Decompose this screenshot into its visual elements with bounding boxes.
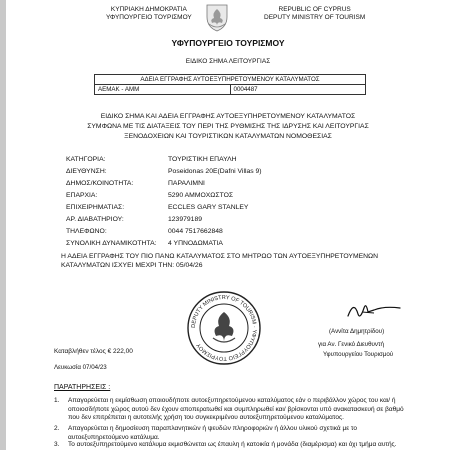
detail-value-passport: 123979189 [168,216,203,223]
heading-line-1: ΕΙΔΙΚΟ ΣΗΜΑ ΚΑΙ ΑΔΕΙΑ ΕΓΓΡΑΦΗΣ ΑΥΤΟΕΞΥΠΗΡΕΤΟΥΜΕΝΟΥ ΚΑΤΑΛΥΜΑΤΟΣ [100,113,356,120]
note-text: Απαγορεύεται η εκμίσθωση οποιουδήποτε αυτοεξυπηρετούμενου καταλύματος εάν ο περιβάλλον χώρος του και/ ή οποιοσδήποτε χώρος αυτού δεν έχουν αποπερατωθεί και συμπληρωθεί και/ βρίσκονται υπό ανακατασκευή σε βαθμό που δεν επιτρέπεται η αυτοτελής χρήση του συγκεκριμένου αυτοεξυπηρετούμενου καταλύματος. [68,397,404,421]
heading-line-2: ΣΥΜΦΩΝΑ ΜΕ ΤΙΣ ΔΙΑΤΑΞΕΙΣ ΤΟΥ ΠΕΡΙ ΤΗΣ ΡΥΘΜΙΣΗΣ ΤΗΣ ΙΔΡΥΣΗΣ ΚΑΙ ΛΕΙΤΟΥΡΓΙΑΣ [87,123,369,130]
note-text: Απαγορεύεται η δημοσίευση παραπλανητικών ή ψευδών πληροφοριών ή άλλου υλικού σχετικά με το αυτοεξυπηρετούμενο κατάλυμα. [68,425,357,441]
note-text: Το αυτοεξυπηρετούμενο κατάλυμα εκμισθώνεται ως έπαυλη ή κατοικία ή μονάδα (διαμέρισμα) και όχι τμήμα αυτής. [68,441,397,448]
detail-value-address: Poseidonas 20E(Dafni Villas 9) [168,168,262,175]
registration-table-header-row [95,75,366,85]
special-sign-title: ΕΙΔΙΚΟ ΣΗΜΑ ΛΕΙΤΟΥΡΓΙΑΣ [185,58,271,65]
header-right [264,6,365,22]
detail-value-district: 5290 ΑΜΜΟΧΩΣΤΟΣ [168,192,234,199]
fee-paid: Καταβλήθεν τέλος € 222,00 [54,348,133,355]
signatory-name: (Αννίτα Δημητρiδου) [329,328,385,335]
detail-label-phone: ΤΗΛΕΦΩΝΟ: [66,228,107,235]
seal-ring-text: DEPUTY MINISTRY OF TOURISM · ΥΦΥΠΟΥΡΓΕΙΟ ΤΟΥΡΙΣΜΟΥ [190,294,258,362]
registration-code-value: 0004487 [230,85,366,95]
header-right-line1: REPUBLIC OF CYPRUS [278,6,351,13]
detail-value-municipality: ΠΑΡΑΛΙΜΝΙ [168,180,205,187]
registration-table-title: ΑΔΕΙΑ ΕΓΓΡΑΦΗΣ ΑΥΤΟΕΞΥΠΗΡΕΤΟΥΜΕΝΟΥ ΚΑΤΑΛΥΜΑΤΟΣ [95,75,366,85]
header-left [106,6,192,22]
detail-label-district: ΕΠΑΡΧΙΑ: [66,192,98,199]
signatory-role-line-1: για Αν. Γενικό Διευθυντή [318,341,384,348]
notes-title: ΠΑΡΑΤΗΡΗΣΕΙΣ : [54,384,111,391]
detail-value-entrepreneur: ECCLES GARY STANLEY [168,204,249,211]
registration-table-code-row [95,85,366,95]
signatory-role-line-2: Υφυπουργείου Τουρισμού [323,351,394,358]
header-left-line1: ΚΥΠΡΙΑΚΗ ΔΗΜΟΚΡΑΤΙΑ [110,6,187,13]
detail-label-municipality: ΔΗΜΟΣ/ΚΟΙΝΟΤΗΤΑ: [66,180,134,187]
detail-value-category: ΤΟΥΡΙΣΤΙΚΗ ΕΠΑΥΛΗ [168,156,237,163]
header-right-line2: DEPUTY MINISTRY OF TOURISM [264,14,366,21]
note-number: 1. [54,397,60,404]
detail-label-entrepreneur: ΕΠΙΧΕΙΡΗΜΑΤΙΑΣ: [66,204,125,211]
note-number: 3. [54,441,60,448]
registration-table [94,74,366,95]
cyprus-emblem-icon [204,2,230,32]
header-left-line2: ΥΦΥΠΟΥΡΓΕΙΟ ΤΟΥΡΙΣΜΟΥ [106,14,192,21]
official-seal-icon [186,290,262,366]
ministry-title: ΥΦΥΠΟΥΡΓΕΙΟ ΤΟΥΡΙΣΜΟΥ [171,38,285,48]
detail-value-phone: 0044 7517662848 [168,228,223,235]
detail-label-category: ΚΑΤΗΓΟΡΙΑ: [66,156,106,163]
note-number: 2. [54,425,60,432]
certificate-page [6,0,450,450]
validity-statement-line-1: Η ΑΔΕΙΑ ΕΓΓΡΑΦΗΣ ΤΟΥ ΠΙΟ ΠΑΝΩ ΚΑΤΑΛΥΜΑΤΟΣ ΣΤΟ ΜΗΤΡΩΟ ΤΩΝ ΑΥΤΟΕΞΥΠΗΡΕΤΟΥΜΕΝΩΝ [61,253,379,260]
detail-label-capacity: ΣΥΝΟΛΙΚΗ ΔΥΝΑΜΙΚΟΤΗΤΑ: [66,240,157,247]
detail-label-address: ΔΙΕΥΘΥΝΣΗ: [66,168,107,175]
detail-value-capacity: 4 ΥΠΝΟΔΩΜΑΤΙΑ [168,240,223,247]
detail-label-passport: ΑΡ. ΔΙΑΒΑΤΗΡΙΟΥ: [66,216,124,223]
issue-place-date: Λευκωσία 07/04/23 [54,364,107,371]
signature-icon [344,296,404,324]
heading-line-3: ΞΕΝΟΔΟΧΕΙΩΝ ΚΑΙ ΤΟΥΡΙΣΤΙΚΩΝ ΚΑΤΑΛΥΜΑΤΩΝ ΝΟΜΟΘΕΣΙΑΣ [124,133,332,140]
validity-statement-line-2: ΚΑΤΑΛΥΜΑΤΩΝ ΙΣΧΥΕΙ ΜΕΧΡΙ ΤΗΝ: 05/04/26 [61,262,203,269]
registration-code-label: ΑΕΜΑΚ - ΑΜΜ [95,85,231,95]
